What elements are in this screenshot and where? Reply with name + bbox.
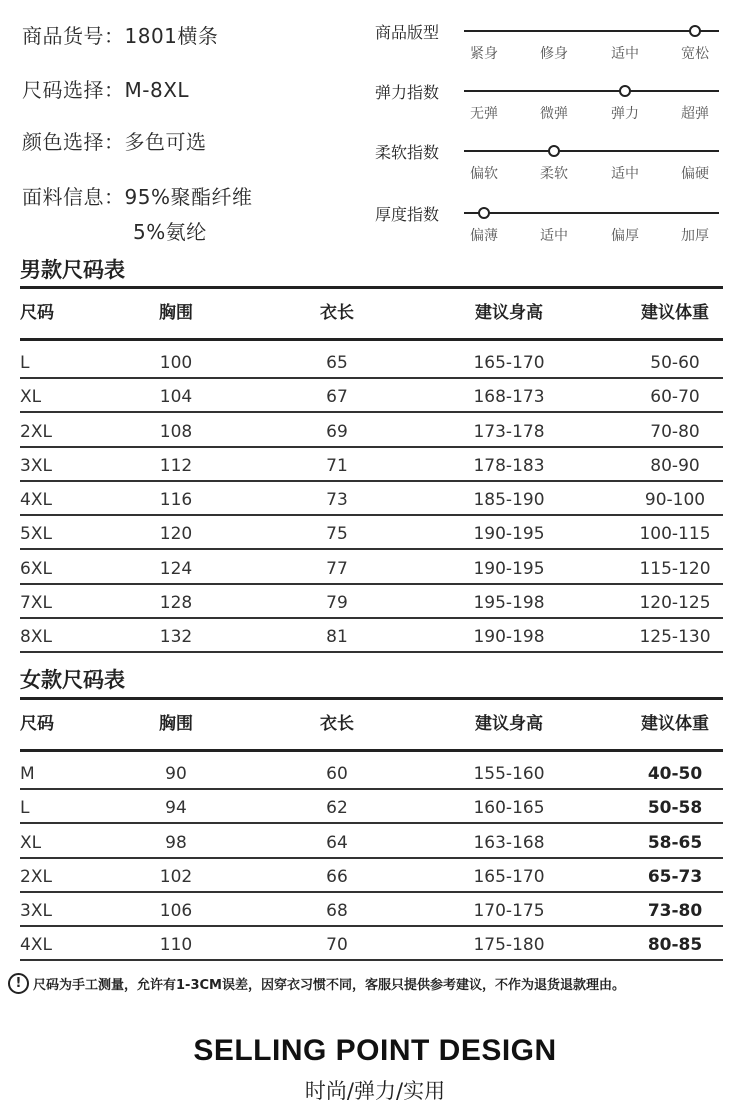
- scale-title: 厚度指数: [375, 205, 440, 224]
- table-header-row: [20, 707, 723, 741]
- table-cell: 155-160: [473, 764, 545, 784]
- scale-label: 加厚: [681, 228, 709, 244]
- table-row: [20, 860, 723, 894]
- table-header-rule: [20, 338, 723, 341]
- table-cell: 104: [159, 387, 193, 408]
- table-cell: 106: [159, 901, 193, 921]
- table-cell: 175-180: [473, 935, 545, 956]
- table-cell: 160-165: [473, 798, 545, 819]
- table-cell: 69: [326, 421, 348, 442]
- table-header-cell: 胸围: [159, 714, 193, 734]
- table-row-rule: [20, 377, 723, 379]
- table-cell: 2XL: [20, 866, 52, 887]
- table-top-rule: [20, 286, 723, 289]
- table-header-cell: 衣长: [320, 303, 354, 323]
- table-cell: 80-90: [650, 455, 700, 476]
- table-cell: 73: [326, 490, 348, 510]
- table-row: [20, 586, 723, 620]
- table-row-rule: [20, 583, 723, 585]
- table-row: [20, 483, 723, 517]
- table-cell: 108: [159, 421, 193, 442]
- table-cell: 65: [326, 353, 348, 373]
- exclamation-circle-icon: !: [8, 973, 29, 994]
- table-row-rule: [20, 891, 723, 893]
- table-cell: 2XL: [20, 421, 52, 442]
- table-cell: 6XL: [20, 558, 52, 579]
- scale-label: 偏硬: [681, 166, 709, 182]
- table-row-rule: [20, 446, 723, 448]
- table-cell: 90: [165, 764, 187, 784]
- table-header-cell: 建议体重: [641, 714, 709, 734]
- scale-2: [375, 78, 725, 128]
- scale-1: [375, 18, 725, 68]
- table-row: [20, 552, 723, 586]
- table-cell: 79: [326, 592, 348, 613]
- table-cell: L: [20, 798, 30, 819]
- table-row: [20, 620, 723, 654]
- table-cell: 120: [159, 524, 193, 545]
- table-cell: 120-125: [639, 592, 711, 613]
- table-cell: 40-50: [647, 764, 703, 784]
- table-cell: 190-198: [473, 627, 545, 647]
- table-row: [20, 415, 723, 449]
- scale-label: 微弹: [540, 106, 568, 122]
- fabric-info: [22, 181, 252, 245]
- table-cell: 185-190: [473, 490, 545, 510]
- table-row: [20, 517, 723, 551]
- table-row-rule: [20, 925, 723, 927]
- table-cell: XL: [20, 832, 42, 853]
- table-cell: 67: [326, 387, 348, 408]
- table-cell: 190-195: [473, 558, 545, 579]
- table-cell: 68: [326, 901, 348, 921]
- table-row-rule: [20, 651, 723, 653]
- scale-label: 弹力: [611, 106, 639, 122]
- table-cell: 75: [326, 524, 348, 545]
- table-header-rule: [20, 749, 723, 752]
- table-row: [20, 826, 723, 860]
- table-cell: 165-170: [473, 866, 545, 887]
- table-cell: M: [20, 764, 35, 784]
- table-row: [20, 928, 723, 962]
- table-header-cell: 衣长: [320, 714, 354, 734]
- men-size-table-title: 男款尺码表: [20, 258, 125, 282]
- table-cell: 178-183: [473, 455, 545, 476]
- table-header-cell: 建议身高: [475, 714, 543, 734]
- table-cell: 7XL: [20, 592, 52, 613]
- item-number: 商品货号：1801横条: [22, 24, 219, 48]
- table-cell: 8XL: [20, 627, 52, 647]
- scale-3: [375, 138, 725, 188]
- scale-label: 超弹: [681, 106, 709, 122]
- scale-indicator-dot: [689, 25, 701, 37]
- table-cell: 112: [159, 455, 193, 476]
- table-row-rule: [20, 822, 723, 824]
- scale-label: 偏薄: [470, 228, 498, 244]
- scale-line: [464, 150, 719, 152]
- table-cell: 170-175: [473, 901, 545, 921]
- table-row-rule: [20, 480, 723, 482]
- color-selection: 颜色选择：多色可选: [22, 130, 207, 154]
- table-cell: 66: [326, 866, 348, 887]
- table-cell: 3XL: [20, 455, 52, 476]
- scale-line: [464, 30, 719, 32]
- table-cell: 60: [326, 764, 348, 784]
- scale-title: 弹力指数: [375, 83, 440, 102]
- table-header-row: [20, 296, 723, 330]
- table-cell: 80-85: [647, 935, 703, 956]
- scale-label: 紧身: [470, 46, 498, 62]
- table-row-rule: [20, 411, 723, 413]
- scale-indicator-dot: [478, 207, 490, 219]
- table-cell: 165-170: [473, 353, 545, 373]
- scale-label: 偏厚: [611, 228, 639, 244]
- fabric-main: 面料信息：95%聚酯纤维: [22, 185, 253, 209]
- table-cell: 125-130: [639, 627, 711, 647]
- table-cell: 173-178: [473, 421, 545, 442]
- table-header-cell: 建议体重: [641, 303, 709, 323]
- table-cell: 71: [326, 455, 348, 476]
- table-cell: 168-173: [473, 387, 545, 408]
- table-cell: 81: [326, 627, 348, 647]
- table-row: [20, 346, 723, 380]
- table-row-rule: [20, 788, 723, 790]
- women-size-table-title: 女款尺码表: [20, 668, 125, 692]
- scale-label: 修身: [540, 46, 568, 62]
- table-cell: 60-70: [650, 387, 700, 408]
- scale-title: 商品版型: [375, 23, 440, 42]
- table-cell: 65-73: [647, 866, 703, 887]
- table-cell: 102: [159, 866, 193, 887]
- scale-label: 宽松: [681, 46, 709, 62]
- scale-4: [375, 200, 725, 250]
- table-cell: 70: [326, 935, 348, 956]
- table-cell: 62: [326, 798, 348, 819]
- scale-indicator-dot: [548, 145, 560, 157]
- table-row-rule: [20, 857, 723, 859]
- table-cell: 3XL: [20, 901, 52, 921]
- table-row-rule: [20, 959, 723, 961]
- table-cell: 98: [165, 832, 187, 853]
- scale-indicator-dot: [619, 85, 631, 97]
- selling-point-subtitle: 时尚/弹力/实用: [304, 1079, 446, 1103]
- scale-line: [464, 212, 719, 214]
- fabric-secondary: 5%氨纶: [133, 220, 207, 244]
- scale-title: 柔软指数: [375, 143, 440, 162]
- scale-label: 无弹: [470, 106, 498, 122]
- table-row: [20, 757, 723, 791]
- scale-label: 适中: [611, 46, 639, 62]
- measurement-note: [8, 973, 625, 994]
- table-cell: 94: [165, 798, 187, 819]
- table-cell: 163-168: [473, 832, 545, 853]
- selling-point-title: SELLING POINT DESIGN: [193, 1034, 557, 1067]
- scale-label: 柔软: [540, 166, 568, 182]
- table-row: [20, 449, 723, 483]
- scale-label: 偏软: [470, 166, 498, 182]
- table-header-cell: 尺码: [20, 303, 54, 323]
- table-cell: 100-115: [639, 524, 711, 545]
- table-cell: 70-80: [650, 421, 700, 442]
- table-row-rule: [20, 514, 723, 516]
- table-header-cell: 胸围: [159, 303, 193, 323]
- size-selection: 尺码选择：M-8XL: [22, 78, 190, 102]
- table-row-rule: [20, 617, 723, 619]
- table-cell: 128: [159, 592, 193, 613]
- table-row: [20, 791, 723, 825]
- table-cell: 4XL: [20, 490, 52, 510]
- table-cell: 58-65: [647, 832, 703, 853]
- table-cell: 116: [159, 490, 193, 510]
- note-text: 尺码为手工测量，允许有1-3CM误差，因穿衣习惯不同，客服只提供参考建议，不作为退货退款理由。: [33, 978, 625, 993]
- table-row: [20, 380, 723, 414]
- table-cell: 110: [159, 935, 193, 956]
- table-cell: 132: [159, 627, 193, 647]
- table-header-cell: 建议身高: [475, 303, 543, 323]
- table-cell: 50-58: [647, 798, 703, 819]
- table-row-rule: [20, 548, 723, 550]
- table-cell: 100: [159, 353, 193, 373]
- table-cell: 190-195: [473, 524, 545, 545]
- scale-label: 适中: [611, 166, 639, 182]
- table-row: [20, 894, 723, 928]
- table-cell: 77: [326, 558, 348, 579]
- scale-line: [464, 90, 719, 92]
- table-cell: 50-60: [650, 353, 700, 373]
- table-cell: XL: [20, 387, 42, 408]
- table-cell: 195-198: [473, 592, 545, 613]
- table-cell: 115-120: [639, 558, 711, 579]
- table-top-rule: [20, 697, 723, 700]
- scale-label: 适中: [540, 228, 568, 244]
- table-cell: 73-80: [647, 901, 703, 921]
- table-cell: 4XL: [20, 935, 52, 956]
- table-header-cell: 尺码: [20, 714, 54, 734]
- table-cell: 64: [326, 832, 348, 853]
- table-cell: 124: [159, 558, 193, 579]
- table-cell: 5XL: [20, 524, 52, 545]
- table-cell: L: [20, 353, 30, 373]
- table-cell: 90-100: [644, 490, 706, 510]
